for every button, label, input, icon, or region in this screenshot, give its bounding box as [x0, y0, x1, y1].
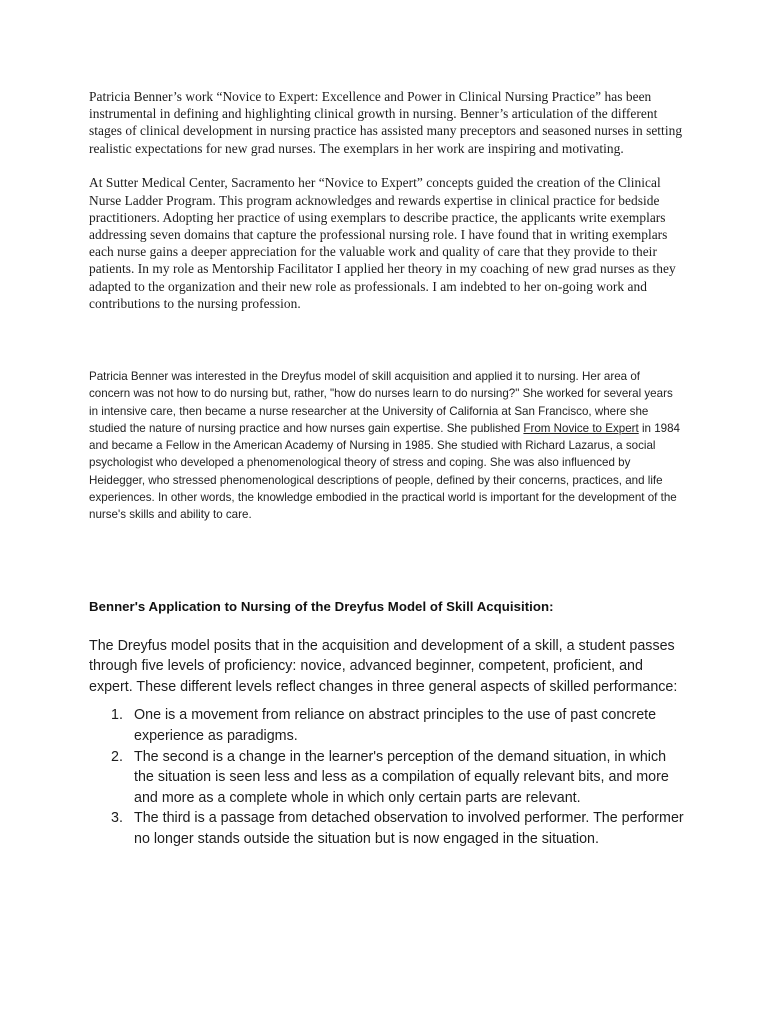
- list-item: The third is a passage from detached observation to involved performer. The performer no longer stands outside the situation but is now engaged in the situation.: [134, 810, 684, 847]
- book-title-from-novice-to-expert: From Novice to Expert: [523, 421, 639, 435]
- list-item: The second is a change in the learner's perception of the demand situation, in which the situation is seen less and less as a compilation of equally relevant bits, and more and more as a complete whole in which only certain parts are relevant.: [134, 748, 669, 806]
- list-item: One is a movement from reliance on abstract principles to the use of past concrete experience as paradigms.: [134, 707, 657, 744]
- intro-paragraph-1: Patricia Benner’s work “Novice to Expert: Excellence and Power in Clinical Nursing Practice” has been instrumental in defining and highlighting clinical growth in nursing. Benner’s articulation of the different stages of clinical development in nursing practice has assisted many preceptors and seasoned nurses in setting realistic expectations for new grad nurses. The exemplars in her work are inspiring and motivating.: [89, 89, 683, 156]
- biography-text-before-title: Patricia Benner was interested in the Dreyfus model of skill acquisition and applied it to nursing. Her area of concern was not how to do nursing but, rather, "how do nurses learn to do nursing?" She worked for several years in intensive care, then became a nurse researcher at the University of California at San Francisco, where she studied the nature of nursing practice and how nurses gain expertise. She published: [89, 369, 673, 435]
- section-heading: Benner's Application to Nursing of the Dreyfus Model of Skill Acquisition:: [89, 598, 554, 614]
- biography-block: [89, 368, 681, 524]
- skilled-performance-aspects-list: [89, 705, 689, 849]
- document-content: [89, 88, 683, 850]
- biography-paragraph: [89, 368, 681, 524]
- section-intro-paragraph: The Dreyfus model posits that in the acquisition and development of a skill, a student passes through five levels of proficiency: novice, advanced beginner, competent, proficient, and expert. These different levels reflect changes in three general aspects of skilled performance:: [89, 637, 678, 695]
- intro-paragraph-2: At Sutter Medical Center, Sacramento her “Novice to Expert” concepts guided the creation of the Clinical Nurse Ladder Program. This program acknowledges and rewards expertise in clinical practice for bedside practitioners. Adopting her practice of using exemplars to describe practice, the applicants write exemplars addressing seven domains that capture the professional nursing role. I have found that in writing exemplars each nurse gains a deeper appreciation for the valuable work and quality of care that they provide to their patients. In my role as Mentorship Facilitator I applied her theory in my coaching of new grad nurses as they adapted to the organization and their new role as professionals. I am indebted to her on-going work and contributions to the nursing profession.: [89, 175, 676, 311]
- biography-text-after-title: in 1984 and became a Fellow in the American Academy of Nursing in 1985. She studied with Richard Lazarus, a social psychologist who developed a phenomenological theory of stress and coping. She was also influenced by Heidegger, who stressed phenomenological descriptions of people, defined by their concerns, practices, and life experiences. In other words, the knowledge embodied in the practical world is important for the development of the nurse's skills and ability to care.: [89, 421, 680, 522]
